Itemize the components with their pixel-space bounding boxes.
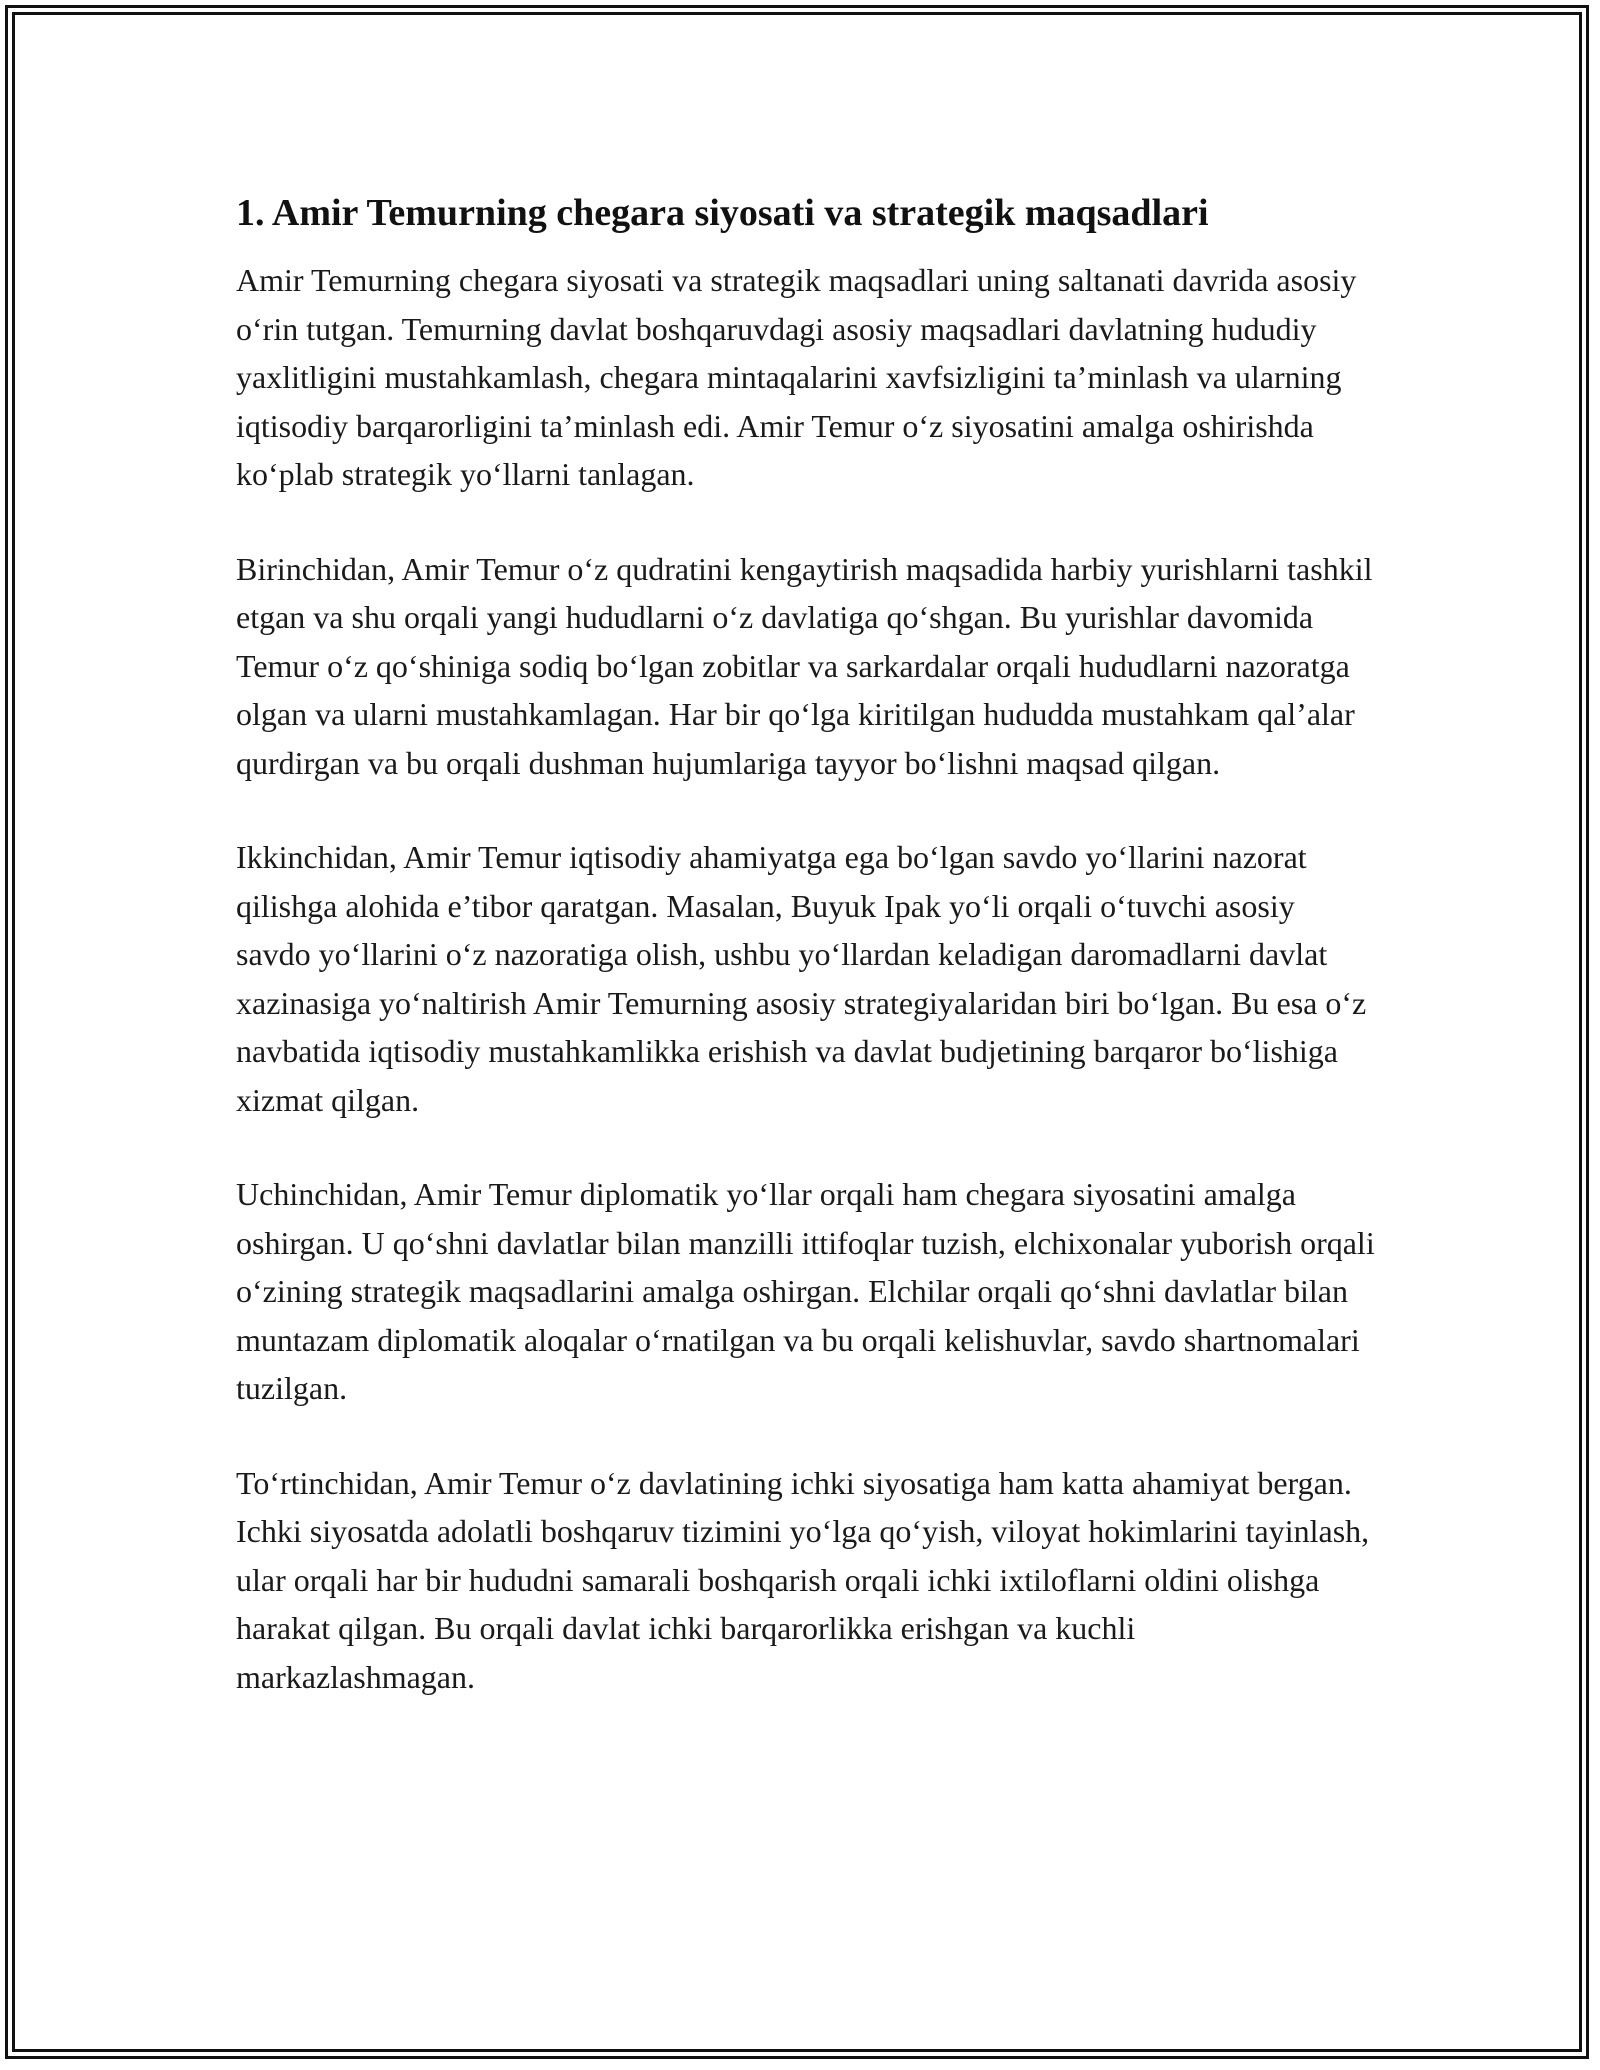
paragraph-second: Ikkinchidan, Amir Temur iqtisodiy ahamiyatga ega bo‘lgan savdo yo‘llarini nazorat qilishga alohida e’tibor qaratgan. Masalan, Buyuk Ipak yo‘li orqali o‘tuvchi asosiy savdo yo‘llarini o‘z nazoratiga olish, ushbu yo‘llardan keladigan daromadlarni davlat xazinasiga yo‘naltirish Amir Temurning asosiy strategiyalaridan biri bo‘lgan. Bu esa o‘z navbatida iqtisodiy mustahkamlikka erishish va davlat budjetining barqaror bo‘lishiga xizmat qilgan. <box>236 839 1367 1118</box>
section-heading: 1. Amir Temurning chegara siyosati va strategik maqsadlari <box>236 192 1209 234</box>
document-body <box>236 188 1376 1747</box>
paragraph-third: Uchinchidan, Amir Temur diplomatik yo‘llar orqali ham chegara siyosatini amalga oshirgan. U qo‘shni davlatlar bilan manzilli ittifoqlar tuzish, elchixonalar yuborish orqali o‘zining strategik maqsadlarini amalga oshirgan. Elchilar orqali qo‘shni davlatlar bilan muntazam diplomatik aloqalar o‘rnatilgan va bu orqali kelishuvlar, savdo shartnomalari tuzilgan. <box>236 1176 1375 1406</box>
paragraph-first: Birinchidan, Amir Temur o‘z qudratini kengaytirish maqsadida harbiy yurishlarni tashkil etgan va shu orqali yangi hududlarni o‘z davlatiga qo‘shgan. Bu yurishlar davomida Temur o‘z qo‘shiniga sodiq bo‘lgan zobitlar va sarkardalar orqali hududlarni nazoratga olgan va ularni mustahkamlagan. Har bir qo‘lga kiritilgan hududda mustahkam qal’alar qurdirgan va bu orqali dushman hujumlariga tayyor bo‘lishni maqsad qilgan. <box>236 550 1373 781</box>
paragraph-fourth: To‘rtinchidan, Amir Temur o‘z davlatining ichki siyosatiga ham katta ahamiyat bergan. Ichki siyosatda adolatli boshqaruv tizimini yo‘lga qo‘yish, viloyat hokimlarini tayinlash, ular orqali har bir hududni samarali boshqarish orqali ichki ixtiloflarni oldini olishga harakat qilgan. Bu orqali davlat ichki barqarorlikka erishgan va kuchli markazlashmagan. <box>236 1464 1370 1695</box>
paragraph-intro: Amir Temurning chegara siyosati va strategik maqsadlari uning saltanati davrida asosiy o‘rin tutgan. Temurning davlat boshqaruvdagi asosiy maqsadlari davlatning hududiy yaxlitligini mustahkamlash, chegara mintaqalarini xavfsizligini ta’minlash va ularning iqtisodiy barqarorligini ta’minlash edi. Amir Temur o‘z siyosatini amalga oshirishda ko‘plab strategik yo‘llarni tanlagan. <box>236 262 1357 492</box>
